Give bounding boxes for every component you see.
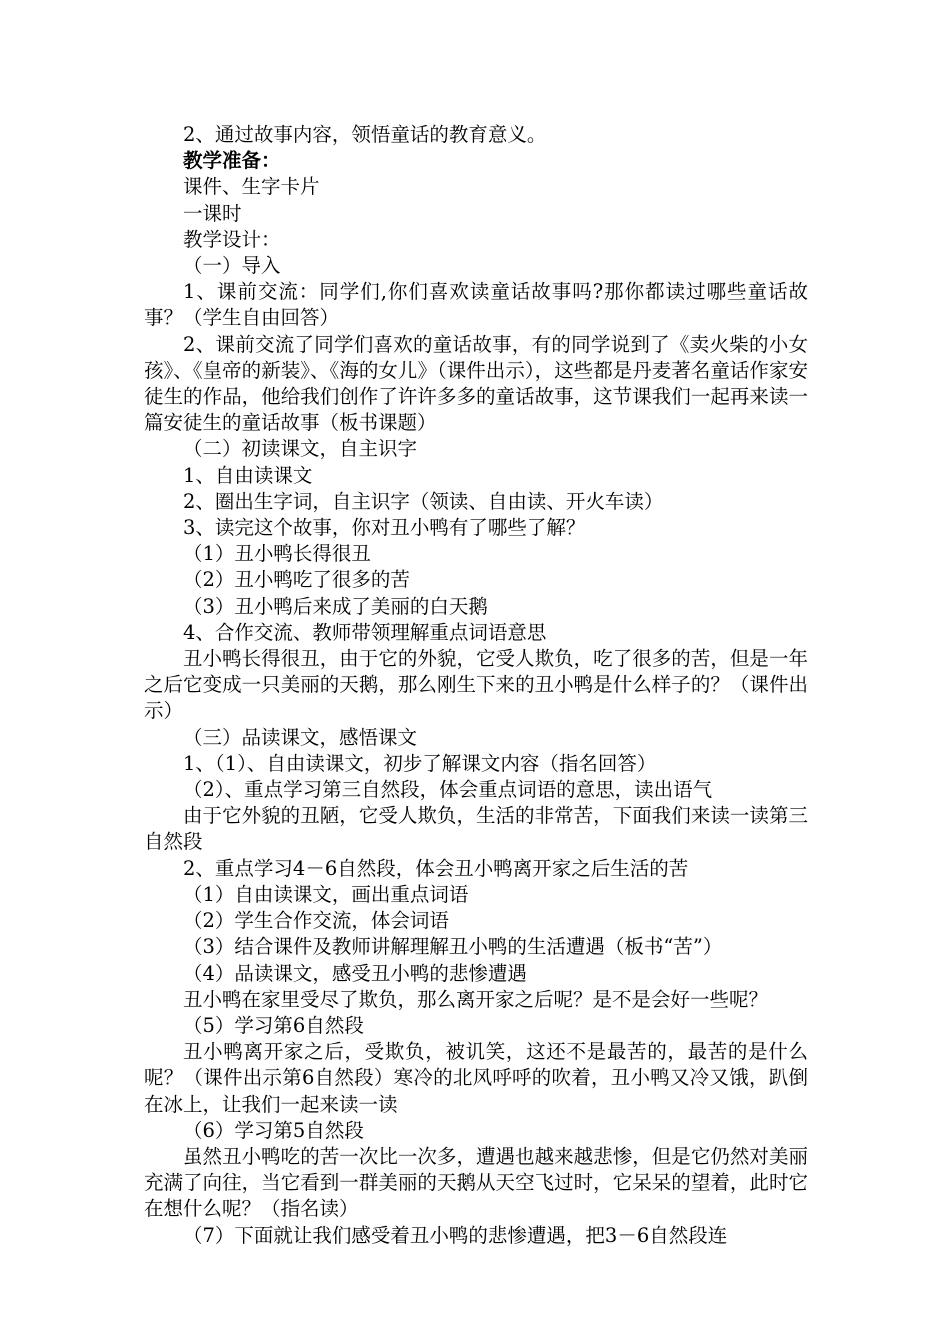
paragraph: 丑小鸭在家里受尽了欺负，那么离开家之后呢？是不是会好一些呢？ bbox=[183, 987, 769, 1011]
list-item: （7）下面就让我们感受着丑小鸭的悲惨遭遇，把3－6自然段连 bbox=[183, 1223, 728, 1247]
section-3-title: （三）品读课文，感悟课文 bbox=[183, 725, 418, 749]
heading-preparation: 教学准备： bbox=[183, 149, 281, 173]
list-item: （2）、重点学习第三自然段，体会重点词语的意思，读出语气 bbox=[183, 778, 713, 802]
paragraph: 由于它外貌的丑陋，它受人欺负，生活的非常苦，下面我们来读一读第三自然段 bbox=[144, 804, 808, 854]
list-item: 2、圈出生字词，自主识字（领读、自由读、开火车读） bbox=[183, 489, 664, 513]
list-item: 2、重点学习4－6自然段，体会丑小鸭离开家之后生活的苦 bbox=[183, 856, 689, 880]
list-item: （3）结合课件及教师讲解理解丑小鸭的生活遭遇（板书“苦”） bbox=[183, 935, 723, 959]
list-item: （6）学习第5自然段 bbox=[183, 1118, 364, 1142]
section-2-title: （二）初读课文，自主识字 bbox=[183, 437, 418, 461]
list-item: （2）学生合作交流，体会词语 bbox=[183, 909, 449, 933]
list-item: 1、（1）、自由读课文，初步了解课文内容（指名回答） bbox=[183, 751, 657, 775]
paragraph: 丑小鸭长得很丑，由于它的外貌，它受人欺负，吃了很多的苦，但是一年之后它变成一只美丽的天鹅，那么刚生下来的丑小鸭是什么样子的？（课件出示） bbox=[144, 647, 808, 723]
list-item: （1）丑小鸭长得很丑 bbox=[183, 542, 371, 566]
list-item: （3）丑小鸭后来成了美丽的白天鹅 bbox=[183, 594, 488, 618]
section-1-title: （一）导入 bbox=[183, 254, 281, 278]
heading-design: 教学设计： bbox=[183, 227, 281, 251]
list-item: （4）品读课文，感受丑小鸭的悲惨遭遇 bbox=[183, 961, 527, 985]
list-item: 4、合作交流、教师带领理解重点词语意思 bbox=[183, 620, 547, 644]
list-item: 1、自由读课文 bbox=[183, 463, 313, 487]
preparation-materials: 课件、生字卡片 bbox=[183, 175, 320, 199]
list-item: 3、读完这个故事，你对丑小鸭有了哪些了解？ bbox=[183, 516, 586, 540]
lesson-count: 一课时 bbox=[183, 201, 242, 225]
paragraph: 2、课前交流了同学们喜欢的童话故事，有的同学说到了《卖火柴的小女孩》、《皇帝的新装》、《海的女儿》（课件出示），这些都是丹麦著名童话作家安徒生的作品，他给我们创作了许许多多的童话故事，这节课我们一起再来读一篇安徒生的童话故事（板书课题） bbox=[144, 332, 808, 435]
document-body bbox=[144, 122, 808, 1249]
paragraph: 虽然丑小鸭吃的苦一次比一次多，遭遇也越来越悲惨，但是它仍然对美丽充满了向往，当它看到一群美丽的天鹅从天空飞过时，它呆呆的望着，此时它在想什么呢？（指名读） bbox=[144, 1144, 808, 1221]
paragraph: 丑小鸭离开家之后，受欺负，被讥笑，这还不是最苦的，最苦的是什么呢？（课件出示第6自然段）寒冷的北风呼呼的吹着，丑小鸭又冷又饿，趴倒在冰上，让我们一起来读一读 bbox=[144, 1040, 808, 1116]
goal-2: 2、通过故事内容，领悟童话的教育意义。 bbox=[183, 123, 547, 146]
list-item: （1）自由读课文，画出重点词语 bbox=[183, 882, 469, 906]
list-item: （5）学习第6自然段 bbox=[183, 1013, 364, 1037]
paragraph: 1、课前交流：同学们,你们喜欢读童话故事吗?那你都读过哪些童话故事？（学生自由回答） bbox=[144, 280, 808, 330]
list-item: （2）丑小鸭吃了很多的苦 bbox=[183, 568, 410, 592]
